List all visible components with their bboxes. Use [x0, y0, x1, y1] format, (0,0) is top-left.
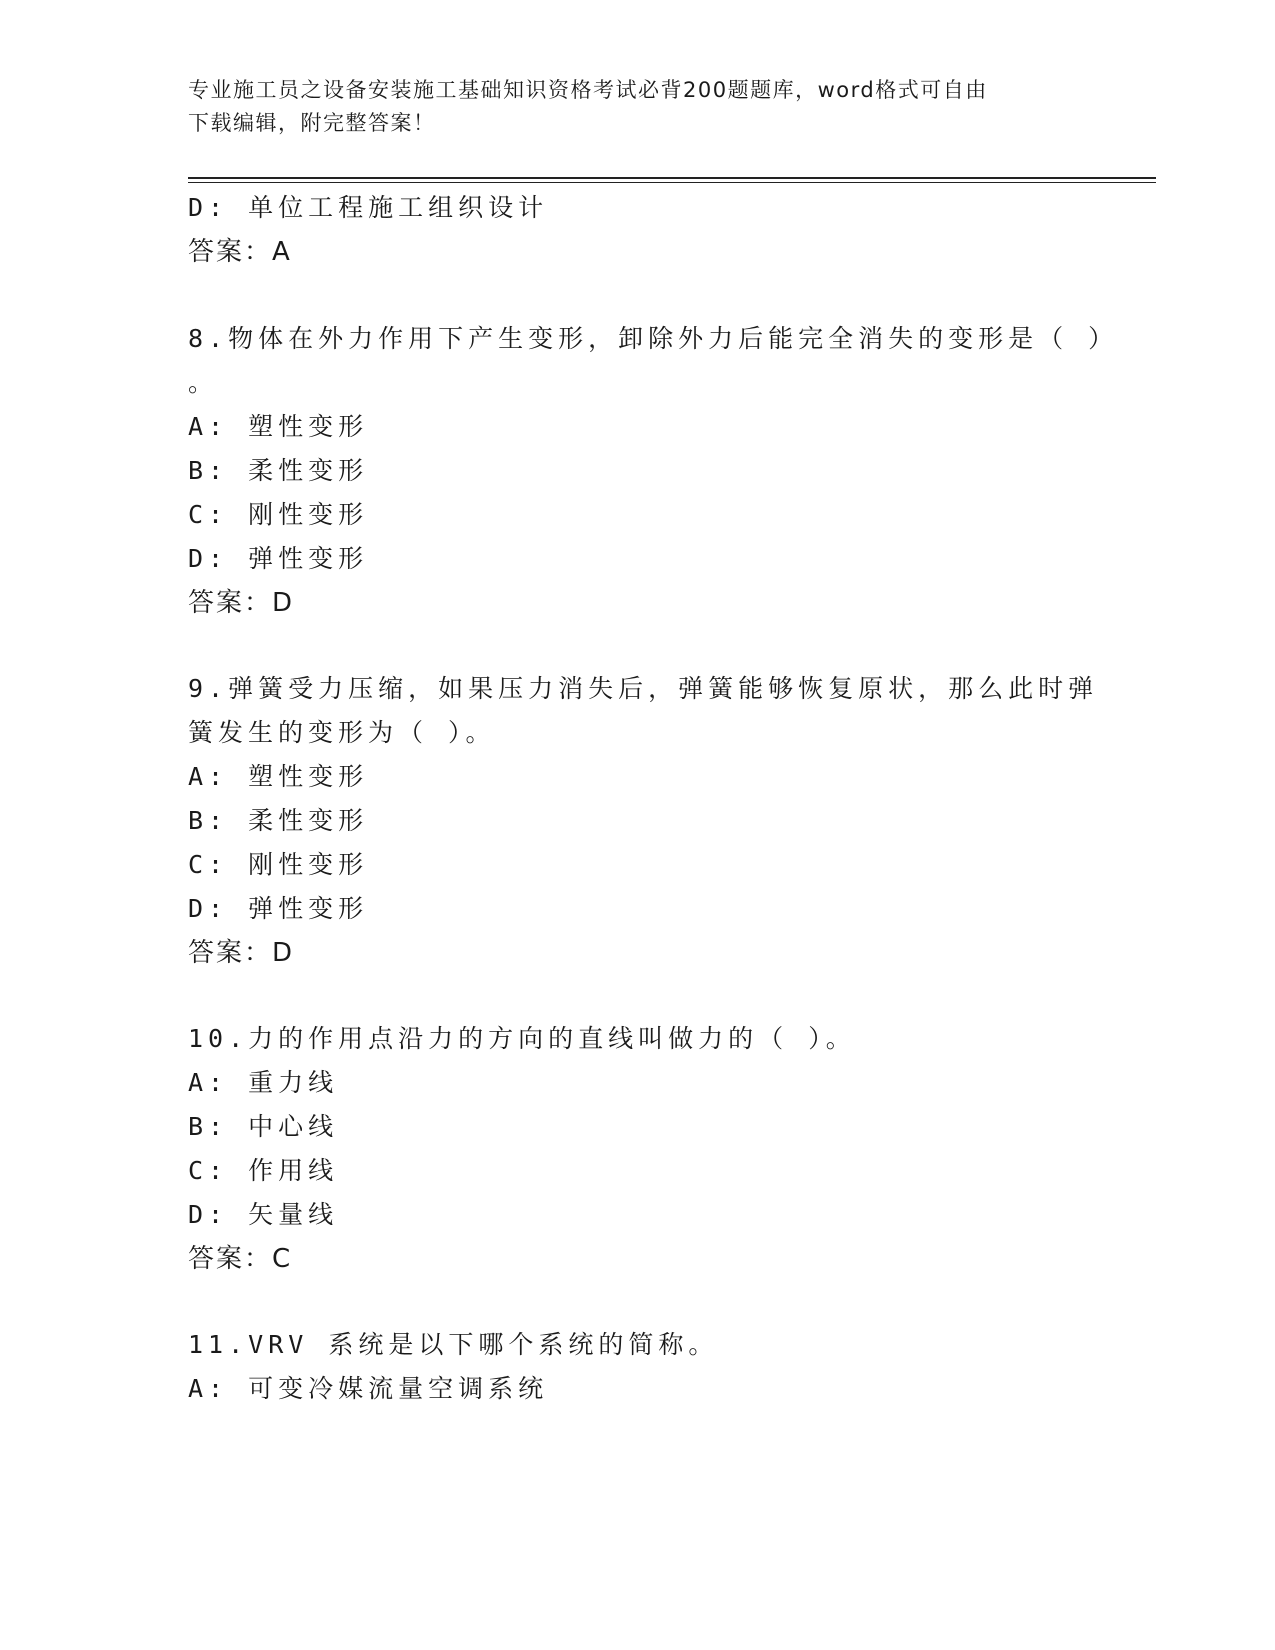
question-title: 10.力的作用点沿力的方向的直线叫做力的（ ）。 — [188, 1024, 856, 1053]
option-a: A: 重力线 — [188, 1068, 339, 1097]
answer: 答案：D — [188, 588, 295, 618]
option-d: D: 单位工程施工组织设计 — [188, 193, 549, 222]
question-title: 11.VRV 系统是以下哪个系统的简称。 — [188, 1330, 719, 1359]
header-rule-thick — [188, 177, 1156, 179]
question-title: 9.弹簧受力压缩，如果压力消失后，弹簧能够恢复原状，那么此时弹 — [188, 674, 1099, 703]
answer: 答案：D — [188, 938, 295, 968]
header-rule-thin — [188, 182, 1156, 183]
question-title: 8.物体在外力作用下产生变形，卸除外力后能完全消失的变形是（ ） — [188, 324, 1119, 353]
option-b: B: 柔性变形 — [188, 806, 369, 835]
option-d: D: 弹性变形 — [188, 544, 369, 573]
header-line-1: 专业施工员之设备安装施工基础知识资格考试必背200题题库，word格式可自由 — [188, 78, 988, 102]
option-b: B: 中心线 — [188, 1112, 339, 1141]
option-d: D: 矢量线 — [188, 1200, 339, 1229]
question-title-continued: 。 — [188, 368, 219, 397]
header-line-2: 下载编辑，附完整答案！ — [188, 111, 436, 135]
option-c: C: 刚性变形 — [188, 500, 369, 529]
option-a: A: 塑性变形 — [188, 762, 369, 791]
option-a: A: 塑性变形 — [188, 412, 369, 441]
answer: 答案：A — [188, 237, 292, 267]
option-c: C: 刚性变形 — [188, 850, 369, 879]
option-d: D: 弹性变形 — [188, 894, 369, 923]
option-c: C: 作用线 — [188, 1156, 339, 1185]
answer: 答案：C — [188, 1244, 293, 1274]
question-title-continued: 簧发生的变形为（ ）。 — [188, 718, 496, 747]
option-b: B: 柔性变形 — [188, 456, 369, 485]
option-a: A: 可变冷媒流量空调系统 — [188, 1374, 549, 1403]
document-header — [188, 74, 1078, 140]
